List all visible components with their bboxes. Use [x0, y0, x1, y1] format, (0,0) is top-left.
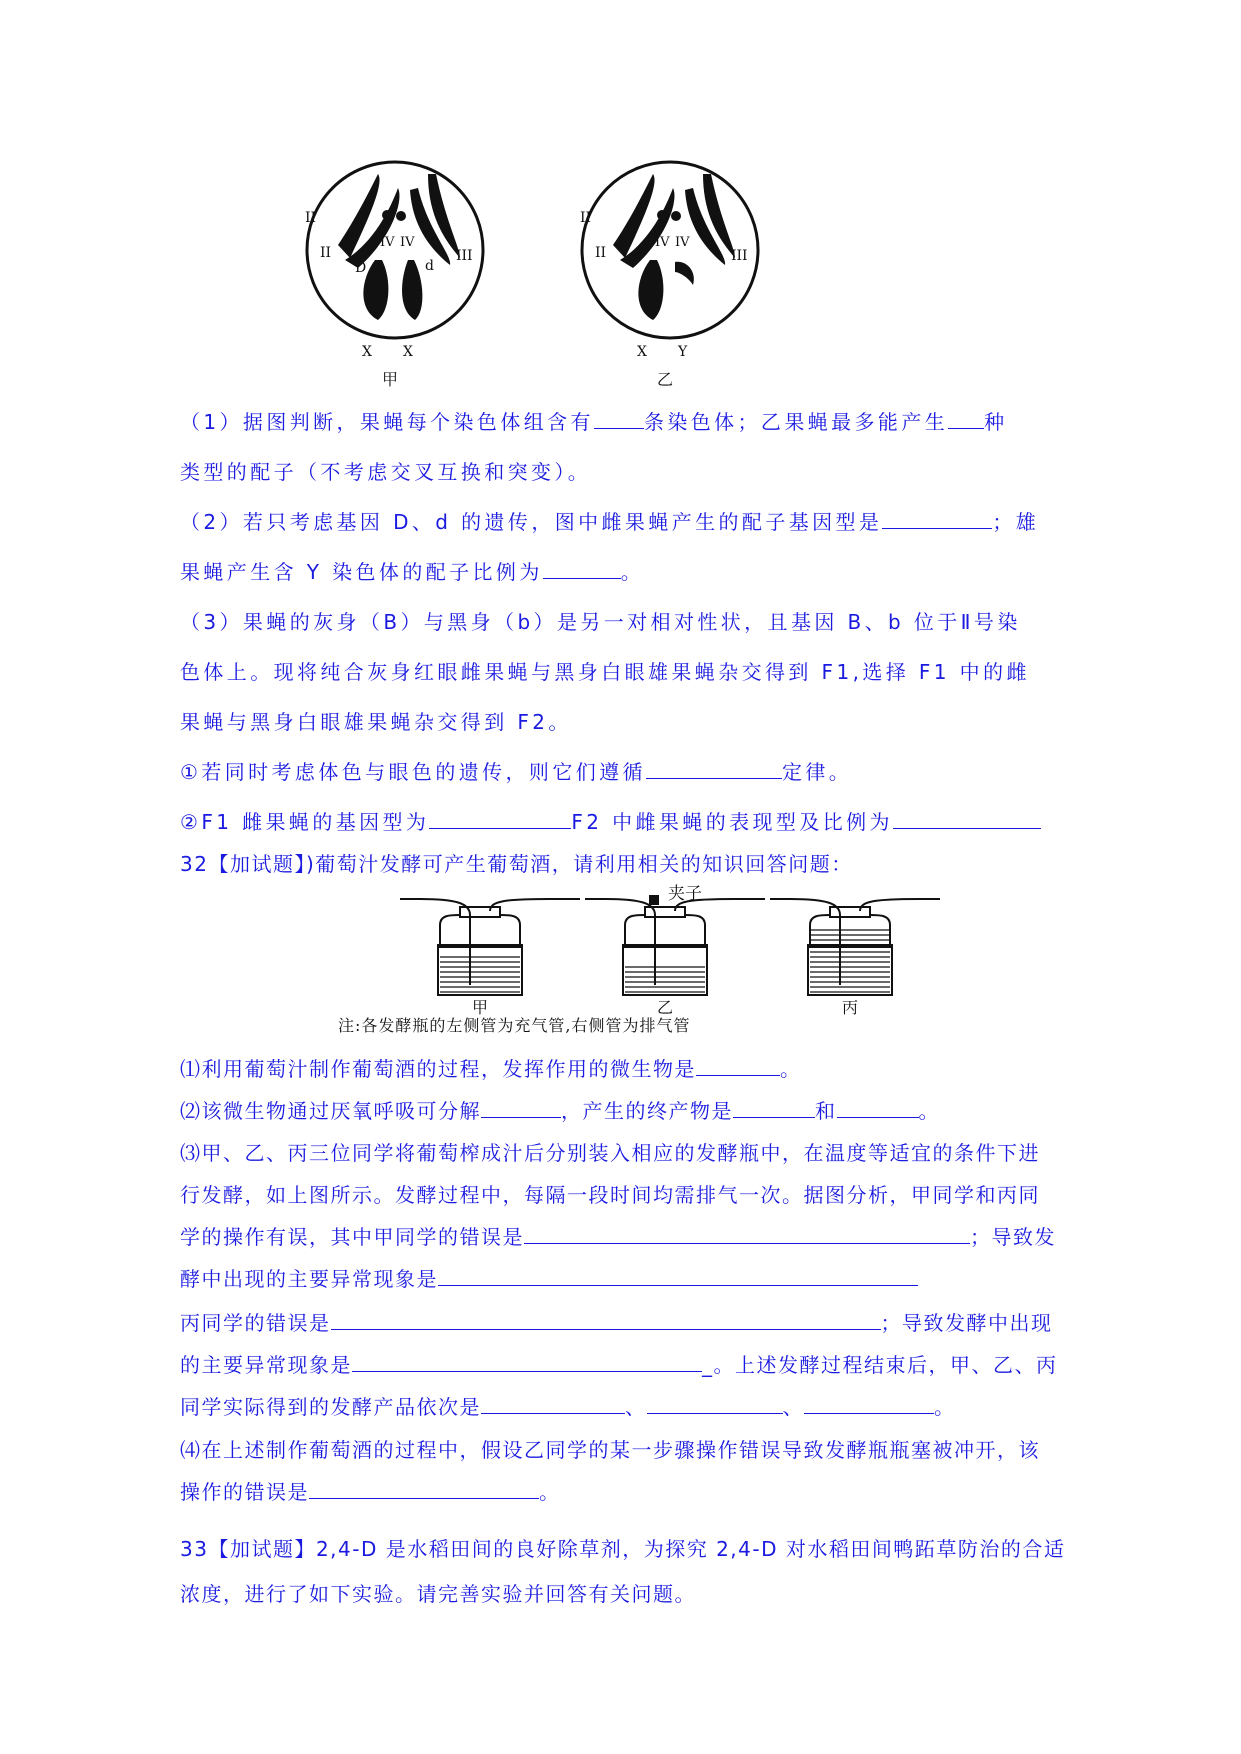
q32-p3-l6: [180, 1351, 1058, 1379]
bottle-yi: [585, 895, 765, 1017]
roman-II-top-left: II: [305, 210, 317, 226]
q3-sub1: [180, 758, 852, 786]
q32-p2-text-a: ⑵该微生物通过厌氧呼吸可分解: [180, 1099, 481, 1123]
q32-p3-text-l7-end: 。: [934, 1395, 956, 1419]
q1-line1: [180, 408, 1008, 436]
q3-blank-law[interactable]: [646, 758, 782, 779]
q32-p1-text-b: 。: [780, 1057, 802, 1081]
q32-p3-text-l3a: 学的操作有误，其中甲同学的错误是: [180, 1225, 524, 1249]
q32-blank-product-1[interactable]: [733, 1097, 815, 1118]
q2-text-c: 果蝇产生含 Y 染色体的配子比例为: [180, 560, 543, 584]
roman-II-bottom-right: II: [595, 245, 607, 261]
clip-label: 夹子: [668, 884, 702, 904]
q3-text-line2: 色体上。现将纯合灰身红眼雌果蝇与黑身白眼雄果蝇杂交得到 F1,选择 F1 中的雌: [180, 660, 1030, 684]
roman-IV-a-left: IV: [380, 235, 395, 250]
bottle-label-bing: 丙: [842, 998, 859, 1017]
q32-blank-product-bing[interactable]: [804, 1393, 934, 1414]
roman-II-top-right: II: [580, 210, 592, 226]
q32-p3-text-l3b: ；导致发: [970, 1225, 1056, 1249]
cell-label-yi: 乙: [657, 370, 674, 389]
q3-blank-genotype[interactable]: [429, 808, 571, 829]
q32-title-text: 32【加试题】)葡萄汁发酵可产生葡萄酒，请利用相关的知识回答问题：: [180, 852, 853, 876]
q32-p3-text-l6b: _。上述发酵过程结束后，甲、乙、丙: [702, 1353, 1058, 1377]
q32-blank-jia-error[interactable]: [524, 1223, 970, 1244]
q33-text-line2: 浓度，进行了如下实验。请完善实验并回答有关问题。: [180, 1582, 696, 1606]
bottle-jia: [400, 899, 580, 1017]
q32-p3-l4: [180, 1265, 918, 1293]
q32-p3-text-l5b: ；导致发酵中出现: [880, 1311, 1053, 1335]
q32-p3-text-l7a: 同学实际得到的发酵产品依次是: [180, 1395, 481, 1419]
q32-p2-text-b: ，产生的终产物是: [561, 1099, 733, 1123]
q3-sub2: [180, 808, 1041, 836]
chromosome-figure: [300, 160, 770, 400]
q32-p4-text-l1: ⑷在上述制作葡萄酒的过程中，假设乙同学的某一步骤操作错误导致发酵瓶瓶塞被冲开，该: [180, 1438, 1040, 1462]
q2-line1: [180, 508, 1039, 536]
q33-line2: [180, 1580, 696, 1608]
q1-line2: [180, 458, 591, 486]
q2-blank-1[interactable]: [882, 508, 992, 529]
sex-chr-right-2: Y: [678, 344, 688, 360]
q32-blank-operation-error[interactable]: [309, 1478, 539, 1499]
q32-blank-substrate[interactable]: [481, 1097, 561, 1118]
q3-sub2-text-b: F2 中雌果蝇的表现型及比例为: [571, 810, 893, 834]
q32-p4-text-l2b: 。: [539, 1480, 561, 1504]
q32-blank-microbe[interactable]: [696, 1055, 780, 1076]
q32-p3-sep-2: 、: [782, 1395, 804, 1419]
q3-text-line1: （3）果蝇的灰身（B）与黑身（b）是另一对相对性状，且基因 B、b 位于Ⅱ号染: [180, 610, 1021, 634]
q32-p3-sep-1: 、: [625, 1395, 647, 1419]
q32-p1-text-a: ⑴利用葡萄汁制作葡萄酒的过程，发挥作用的微生物是: [180, 1057, 696, 1081]
q32-p3-text-l6a: 的主要异常现象是: [180, 1353, 352, 1377]
q1-text-c: 种: [984, 410, 1008, 434]
sex-chr-left-2: X: [403, 344, 413, 360]
q32-p3-text-l2: 行发酵，如上图所示。发酵过程中，每隔一段时间均需排气一次。据图分析，甲同学和丙同: [180, 1183, 1040, 1207]
bottle-label-jia: 甲: [472, 998, 489, 1017]
q32-title: [180, 850, 853, 878]
q1-text-b: 条染色体；乙果蝇最多能产生: [643, 410, 949, 434]
figure-note: 注:各发酵瓶的左侧管为充气管,右侧管为排气管: [338, 1016, 691, 1035]
q3-text-line3: 果蝇与黑身白眼雄果蝇杂交得到 F2。: [180, 710, 572, 734]
roman-IV-b-left: IV: [400, 235, 415, 250]
q32-p4-l1: [180, 1436, 1040, 1464]
q3-line3: [180, 708, 572, 736]
cell-right-male: [580, 162, 758, 389]
roman-III-right: III: [731, 248, 748, 264]
q32-p1: [180, 1055, 802, 1083]
bottle-bing: [770, 899, 940, 1017]
q32-p3-text-l4: 酵中出现的主要异常现象是: [180, 1267, 438, 1291]
q32-p3-l2: [180, 1181, 1040, 1209]
allele-D: D: [355, 260, 367, 276]
sex-chr-right-1: X: [637, 344, 647, 360]
q3-line1: [180, 608, 1021, 636]
q32-blank-product-2[interactable]: [837, 1097, 919, 1118]
cell-label-jia: 甲: [382, 370, 399, 389]
q3-sub1-text-b: 定律。: [781, 760, 853, 784]
q32-blank-product-yi[interactable]: [647, 1393, 783, 1414]
roman-II-bottom-left: II: [320, 245, 332, 261]
roman-IV-b-right: IV: [675, 235, 690, 250]
q1-blank-2[interactable]: [948, 408, 984, 429]
bottle-label-yi: 乙: [657, 998, 674, 1017]
roman-IV-a-right: IV: [655, 235, 670, 250]
q32-p3-l1: [180, 1139, 1040, 1167]
q32-p3-text-l1: ⑶甲、乙、丙三位同学将葡萄榨成汁后分别装入相应的发酵瓶中，在温度等适宜的条件下进: [180, 1141, 1040, 1165]
q2-blank-2[interactable]: [543, 558, 621, 579]
q1-text-a: （1）据图判断，果蝇每个染色体组含有: [180, 410, 594, 434]
q32-blank-bing-phenomenon[interactable]: [352, 1351, 702, 1372]
q2-text-a: （2）若只考虑基因 D、d 的遗传，图中雌果蝇产生的配子基因型是: [180, 510, 883, 534]
cell-left-female: [305, 162, 483, 389]
q32-p3-l7: [180, 1393, 956, 1421]
q2-line2: [180, 558, 644, 586]
q32-blank-product-jia[interactable]: [481, 1393, 625, 1414]
q3-line2: [180, 658, 1030, 686]
q32-p4-text-l2a: 操作的错误是: [180, 1480, 309, 1504]
q32-p4-l2: [180, 1478, 561, 1506]
roman-III-left: III: [456, 248, 473, 264]
q32-p3-text-l5a: 丙同学的错误是: [180, 1311, 331, 1335]
q2-text-d: 。: [620, 560, 645, 584]
q1-blank-1[interactable]: [594, 408, 644, 429]
q3-sub2-text-a: ②F1 雌果蝇的基因型为: [180, 810, 430, 834]
q32-p2-text-c: 和: [815, 1099, 837, 1123]
q33-line1: [180, 1535, 1065, 1563]
q3-blank-phenotype[interactable]: [893, 808, 1041, 829]
q33-text-line1: 33【加试题】2,4-D 是水稻田间的良好除草剂，为探究 2,4-D 对水稻田间鸭跖草防治的合适: [180, 1537, 1066, 1561]
allele-d: d: [425, 258, 434, 274]
q1-text-line2: 类型的配子（不考虑交叉互换和突变）。: [180, 460, 592, 484]
sex-chr-left-1: X: [362, 344, 372, 360]
q32-p3-l5: [180, 1309, 1053, 1337]
q2-text-b: ；雄: [992, 510, 1040, 534]
q3-sub1-text-a: ①若同时考虑体色与眼色的遗传，则它们遵循: [180, 760, 646, 784]
q32-p2: [180, 1097, 940, 1125]
fermentation-figure: [400, 885, 960, 1015]
q32-p2-text-d: 。: [918, 1099, 940, 1123]
q32-p3-l3: [180, 1223, 1056, 1251]
q32-blank-jia-phenomenon[interactable]: [438, 1265, 918, 1286]
q32-blank-bing-error[interactable]: [331, 1309, 881, 1330]
